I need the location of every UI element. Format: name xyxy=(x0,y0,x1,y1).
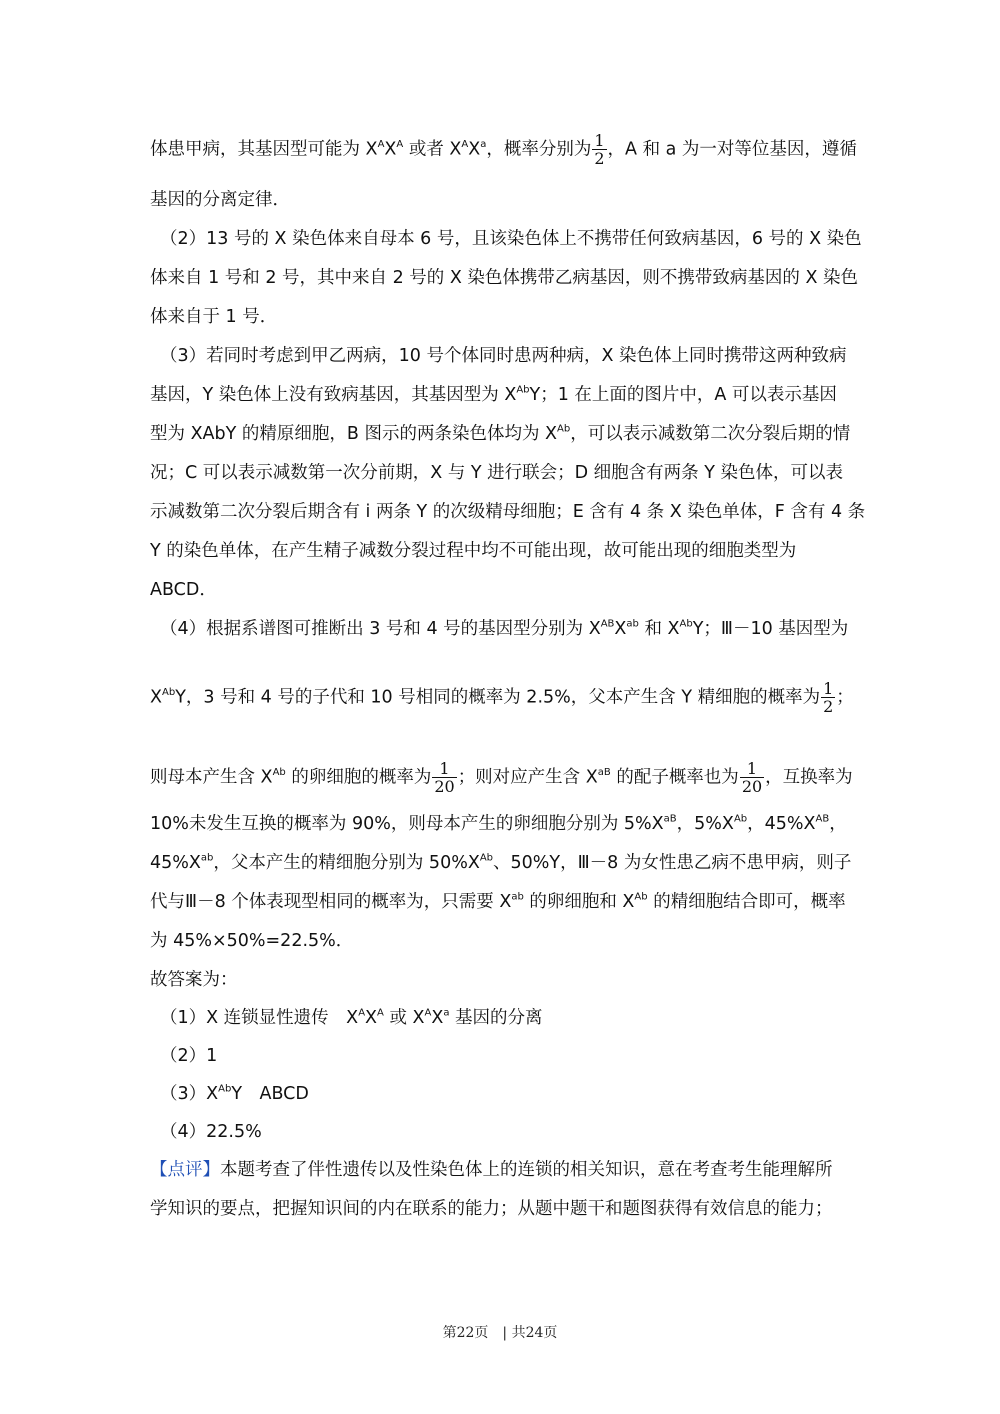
text-line: Y 的染色单体，在产生精子减数分裂过程中均不可能出现，故可能出现的细胞类型为 xyxy=(150,541,797,561)
comment-line: 【点评】本题考查了伴性遗传以及性染色体上的连锁的相关知识，意在考查考生能理解所 xyxy=(150,1160,833,1180)
text-line: 型为 XAbY 的精原细胞，B 图示的两条染色体均为 $X^{Ab}$，可以表示减数第二次分裂后期的情 xyxy=(150,423,851,444)
text-line: （4）根据系谱图可推断出 3 号和 4 号的基因型分别为 $X^{AB}X^{ab}$ 和 $X^{Ab}Y$；Ⅲ－10 基因型为 xyxy=(160,618,849,639)
comment-line: 学知识的要点，把握知识间的内在联系的能力；从题中题干和题图获得有效信息的能力； xyxy=(150,1199,833,1219)
text-line: 体来自于 1 号． xyxy=(150,307,278,327)
text-line: （2）13 号的 X 染色体来自母本 6 号，且该染色体上不携带任何致病基因，6 号的 X 染色 xyxy=(160,229,862,249)
comment-tag: 【点评】 xyxy=(150,1160,220,1180)
text-line: 10%未发生互换的概率为 90%，则母本产生的卵细胞分别为 $5\%X^{aB}$，$5\%X^{Ab}$，$45\%X^{AB}$， xyxy=(150,813,847,834)
text-line: 代与Ⅲ－8 个体表现型相同的概率为，只需要 $X^{ab}$ 的卵细胞和 $X^{Ab}$ 的精细胞结合即可，概率 xyxy=(150,891,846,912)
text-line: $45\%X^{ab}$，父本产生的精细胞分别为 $50\%X^{Ab}$、50%Y，Ⅲ－8 为女性患乙病不患甲病，则子 xyxy=(150,852,852,873)
text-line: 基因，Y 染色体上没有致病基因，其基因型为 $X^{Ab}Y$；1 在上面的图片中，A 可以表示基因 xyxy=(150,384,837,405)
text-line: 为 45%×50%=22.5%． xyxy=(150,931,354,951)
text-line: 则母本产生含 $X^{Ab}$ 的卵细胞的概率为 $\frac{1}{20}$ ；则对应产生含 $X^{aB}$ 的配子概率也为 $\frac{1}{20}$ ，互换率为 xyxy=(150,759,853,796)
fraction: $\frac{1}{2}$ xyxy=(823,679,834,716)
answer-line: （4）22.5% xyxy=(160,1122,262,1142)
fraction: $\frac{1}{20}$ xyxy=(434,759,455,796)
text-line: 体患甲病，其基因型可能为 $X^AX^A$ 或者 $X^AX^a$，概率分别为 $\frac{1}{2}$ ，A 和 a 为一对等位基因，遵循 xyxy=(150,131,857,168)
text-line: 示减数第二次分裂后期含有 i 两条 Y 的次级精母细胞；E 含有 4 条 X 染色单体，F 含有 4 条 xyxy=(150,502,866,522)
text-line: 体来自 1 号和 2 号，其中来自 2 号的 X 染色体携带乙病基因，则不携带致病基因的 X 染色 xyxy=(150,268,859,288)
text-line: （3）若同时考虑到甲乙两病，10 号个体同时患两种病，X 染色体上同时携带这两种致病 xyxy=(160,346,847,366)
text-line: 况；C 可以表示减数第一次分前期，X 与 Y 进行联会；D 细胞含有两条 Y 染色体，可以表 xyxy=(150,463,843,483)
fraction: $\frac{1}{2}$ xyxy=(594,131,605,168)
answer-line: （1）X 连锁显性遗传 $X^AX^A$ 或 $X^AX^a$ 基因的分离 xyxy=(160,1007,543,1028)
page-footer: 第22页 | 共24页 xyxy=(442,1325,558,1341)
text-line: ABCD． xyxy=(150,580,217,600)
fraction: $\frac{1}{20}$ xyxy=(741,759,763,796)
answer-line: $(3)X^{Ab}Y$ ABCD xyxy=(160,1083,309,1104)
answer-line: （2）1 xyxy=(160,1046,218,1066)
text-line: $X^{Ab}Y$，3 号和 4 号的子代和 10 号相同的概率为 2.5%，父本产生含 Y 精细胞的概率为 $\frac{1}{2}$ ； xyxy=(150,679,854,716)
text-line: 基因的分离定律． xyxy=(150,190,290,210)
answer-title: 故答案为： xyxy=(150,970,238,990)
